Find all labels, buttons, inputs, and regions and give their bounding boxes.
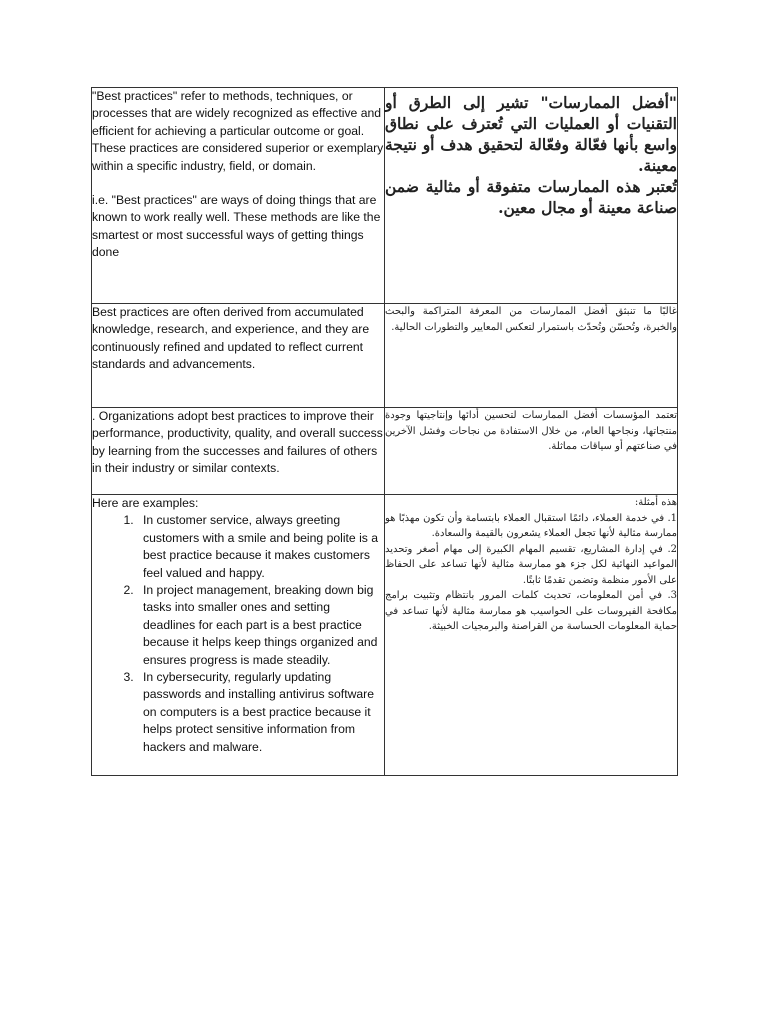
english-paragraph: "Best practices" refer to methods, techniques, or processes that are widely recognized as effective and efficient for achieving a particular outcome or goal. — [92, 89, 382, 138]
arabic-list-item: 3. في أمن المعلومات، تحديث كلمات المرور بانتظام وتثبيت برامج مكافحة الفيروسات على الحواسيب هو ممارسة مثالية لأنها تساعد في حماية المعلومات الحساسة من القراصنة والبرمجيات الخبيثة. — [385, 590, 677, 632]
english-paragraph: . Organizations adopt best practices to improve their performance, productivity, quality, and overall success by learning from the successes and failures of others in their industry or similar contexts. — [92, 409, 383, 476]
english-cell — [92, 88, 385, 304]
arabic-list-item: 2. في إدارة المشاريع، تقسيم المهام الكبيرة إلى مهام أصغر وتحديد المواعيد النهائية لكل جزء هو ممارسة مثالية لأنها تساعد على الحفاظ على الأمور منظمة وتضمن تقدمًا ثابتًا. — [385, 543, 677, 586]
english-paragraph: Best practices are often derived from accumulated knowledge, research, and experience, and they are continuously refined and updated to reflect current standards and advancements. — [92, 305, 370, 372]
english-cell — [92, 495, 385, 776]
arabic-paragraph: "أفضل الممارسات" تشير إلى الطرق أو التقنيات أو العمليات التي تُعترف على نطاق واسع بأنها فعّالة وفعّالة لتحقيق هدف أو نتيجة معينة. — [385, 93, 677, 175]
arabic-cell — [385, 304, 678, 408]
english-cell — [92, 304, 385, 408]
list-item: 1. In customer service, always greeting customers with a smile and being polite is a best practice because it makes customers feel valued and happy. — [137, 512, 384, 582]
table-row — [92, 304, 678, 408]
table-row — [92, 408, 678, 495]
arabic-examples-intro: هذه أمثلة: — [634, 497, 677, 508]
examples-intro: Here are examples: — [92, 496, 199, 510]
examples-list — [92, 512, 384, 756]
arabic-cell — [385, 495, 678, 776]
english-cell — [92, 408, 385, 495]
arabic-cell — [385, 88, 678, 304]
arabic-cell — [385, 408, 678, 495]
list-item: 3. In cybersecurity, regularly updating passwords and installing antivirus software on computers is a best practice because it helps protect sensitive information from hackers and malware. — [137, 669, 384, 756]
arabic-paragraph: تعتمد المؤسسات أفضل الممارسات لتحسين أدائها وإنتاجيتها وجودة منتجاتها، ونجاحها العام، من خلال الاستفادة من نجاحات وفشل الآخرين في صناعتهم أو سياقات مماثلة. — [385, 410, 677, 452]
english-paragraph: These practices are considered superior or exemplary within a specific industry, field, or domain. — [92, 141, 384, 173]
arabic-paragraph: تُعتبر هذه الممارسات متفوقة أو مثالية ضمن صناعة معينة أو مجال معين. — [385, 177, 677, 217]
table-row — [92, 495, 678, 776]
arabic-list-item: 1. في خدمة العملاء، دائمًا استقبال العملاء بابتسامة وأن تكون مهذبًا هو ممارسة مثالية لأنها تجعل العملاء يشعرون بالقيمة والسعادة. — [385, 512, 677, 539]
list-item: 2. In project management, breaking down big tasks into smaller ones and setting deadlines for each part is a best practice because it helps keep things organized and ensures progress is made steadily. — [137, 582, 384, 669]
bilingual-table — [91, 87, 678, 776]
table-row — [92, 88, 678, 304]
english-paragraph: i.e. "Best practices" are ways of doing things that are known to work really well. These methods are like the smartest or most successful ways of getting things done — [92, 193, 381, 260]
arabic-paragraph: غالبًا ما تنبثق أفضل الممارسات من المعرفة المتراكمة والبحث والخبرة، وتُحسّن وتُحدّث باستمرار لتعكس المعايير والتطورات الحالية. — [385, 306, 677, 333]
